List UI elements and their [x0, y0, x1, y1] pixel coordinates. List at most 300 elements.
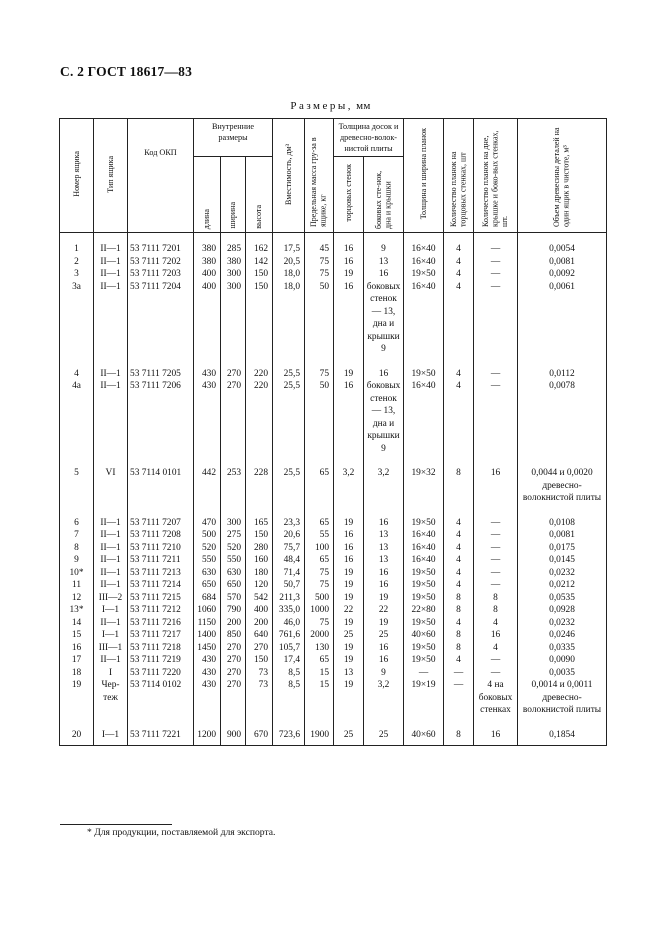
cell-cap: 18,0 [273, 281, 305, 356]
cell-h: 670 [246, 717, 273, 746]
table-row [60, 281, 607, 356]
cell-n: 7 [60, 529, 94, 542]
header-strip-size: Толщина и ширина планок [404, 119, 444, 233]
cell-qo: 16 [474, 629, 518, 642]
cell-l: 500 [194, 529, 221, 542]
cell-qe: 4 [444, 505, 474, 530]
cell-n: 16 [60, 642, 94, 655]
cell-qe: 8 [444, 717, 474, 746]
table-row [60, 642, 607, 655]
cell-qo: — [474, 268, 518, 281]
cell-l: 1450 [194, 642, 221, 655]
cell-w: 270 [221, 679, 246, 717]
cell-end: 19 [334, 617, 364, 630]
table-body [60, 233, 607, 746]
cell-vol: 0,0335 [518, 642, 607, 655]
cell-qe: 4 [444, 233, 474, 256]
cell-qe: 4 [444, 268, 474, 281]
cell-h: 73 [246, 679, 273, 717]
cell-vol: 0,0232 [518, 617, 607, 630]
cell-strip: 16×40 [404, 256, 444, 269]
table-row [60, 679, 607, 717]
cell-end: 19 [334, 592, 364, 605]
cell-type: II—1 [94, 529, 128, 542]
cell-vol: 0,0212 [518, 579, 607, 592]
cell-okp: 53 7111 7202 [128, 256, 194, 269]
cell-end: 16 [334, 281, 364, 356]
cell-strip: — [404, 667, 444, 680]
cell-h: 160 [246, 554, 273, 567]
cell-okp: 53 7111 7213 [128, 567, 194, 580]
cell-l: 380 [194, 233, 221, 256]
cell-w: 300 [221, 281, 246, 356]
cell-mass: 15 [305, 667, 334, 680]
cell-side: 19 [364, 617, 404, 630]
table-row [60, 505, 607, 530]
cell-mass: 75 [305, 256, 334, 269]
cell-mass: 50 [305, 281, 334, 356]
cell-qe: 4 [444, 567, 474, 580]
cell-okp: 53 7111 7221 [128, 717, 194, 746]
cell-side: 25 [364, 717, 404, 746]
cell-type: I [94, 667, 128, 680]
cell-mass: 55 [305, 529, 334, 542]
cell-qe: 4 [444, 654, 474, 667]
cell-side: 13 [364, 542, 404, 555]
cell-side: 16 [364, 654, 404, 667]
cell-cap: 20,5 [273, 256, 305, 269]
header-strips-end: Количество планок на торцовых стенках, шт [444, 119, 474, 233]
cell-qo: — [474, 529, 518, 542]
cell-mass: 75 [305, 567, 334, 580]
cell-mass: 2000 [305, 629, 334, 642]
cell-l: 430 [194, 679, 221, 717]
cell-h: 220 [246, 380, 273, 455]
cell-vol: 0,0175 [518, 542, 607, 555]
cell-h: 150 [246, 268, 273, 281]
header-max-mass: Предельная масса гру-за в ящике, кг [305, 119, 334, 233]
cell-qe: 4 [444, 256, 474, 269]
cell-side: 3,2 [364, 679, 404, 717]
cell-type: Чер-теж [94, 679, 128, 717]
cell-qe: 8 [444, 604, 474, 617]
cell-w: 285 [221, 233, 246, 256]
cell-okp: 53 7111 7203 [128, 268, 194, 281]
table-caption [0, 100, 661, 112]
cell-qe: — [444, 667, 474, 680]
cell-okp: 53 7111 7212 [128, 604, 194, 617]
cell-type: I—1 [94, 604, 128, 617]
cell-n: 14 [60, 617, 94, 630]
cell-qo: — [474, 233, 518, 256]
cell-n: 18 [60, 667, 94, 680]
header-height: высота [246, 157, 273, 233]
cell-strip: 19×50 [404, 654, 444, 667]
cell-type: II—1 [94, 542, 128, 555]
cell-l: 684 [194, 592, 221, 605]
table-row [60, 592, 607, 605]
cell-qe: 8 [444, 629, 474, 642]
cell-type: II—1 [94, 268, 128, 281]
cell-cap: 18,0 [273, 268, 305, 281]
cell-okp: 53 7111 7216 [128, 617, 194, 630]
cell-l: 1150 [194, 617, 221, 630]
cell-l: 380 [194, 256, 221, 269]
cell-h: 400 [246, 604, 273, 617]
cell-end: 19 [334, 579, 364, 592]
cell-okp: 53 7111 7219 [128, 654, 194, 667]
cell-okp: 53 7111 7206 [128, 380, 194, 455]
cell-cap: 723,6 [273, 717, 305, 746]
cell-cap: 48,4 [273, 554, 305, 567]
cell-qo: 4 на боковых стенках [474, 679, 518, 717]
table-row [60, 717, 607, 746]
cell-okp: 53 7111 7201 [128, 233, 194, 256]
cell-type: II—1 [94, 579, 128, 592]
cell-side: 16 [364, 579, 404, 592]
cell-qe: 8 [444, 592, 474, 605]
header-thickness: Толщина досок и древесно-волок-нистой плиты [334, 119, 404, 157]
cell-h: 640 [246, 629, 273, 642]
cell-strip: 19×50 [404, 567, 444, 580]
cell-h: 165 [246, 505, 273, 530]
cell-end: 3,2 [334, 455, 364, 505]
cell-strip: 19×19 [404, 679, 444, 717]
cell-vol: 0,0145 [518, 554, 607, 567]
cell-mass: 500 [305, 592, 334, 605]
cell-w: 270 [221, 654, 246, 667]
cell-cap: 25,5 [273, 356, 305, 381]
cell-w: 850 [221, 629, 246, 642]
table-row [60, 529, 607, 542]
cell-qo: 16 [474, 455, 518, 505]
cell-type: II—1 [94, 380, 128, 455]
cell-n: 5 [60, 455, 94, 505]
cell-mass: 1000 [305, 604, 334, 617]
cell-cap: 75,7 [273, 542, 305, 555]
cell-n: 19 [60, 679, 94, 717]
cell-l: 430 [194, 667, 221, 680]
cell-strip: 16×40 [404, 554, 444, 567]
cell-okp: 53 7111 7211 [128, 554, 194, 567]
cell-h: 150 [246, 654, 273, 667]
cell-vol: 0,0108 [518, 505, 607, 530]
cell-h: 270 [246, 642, 273, 655]
cell-qo: — [474, 256, 518, 269]
cell-cap: 25,5 [273, 380, 305, 455]
caption-text: Размеры, [290, 100, 354, 112]
cell-end: 16 [334, 529, 364, 542]
cell-n: 11 [60, 579, 94, 592]
table-row [60, 604, 607, 617]
cell-qo: — [474, 654, 518, 667]
cell-h: 142 [246, 256, 273, 269]
cell-mass: 65 [305, 505, 334, 530]
cell-okp: 53 7114 0101 [128, 455, 194, 505]
cell-okp: 53 7111 7207 [128, 505, 194, 530]
cell-end: 13 [334, 667, 364, 680]
cell-l: 442 [194, 455, 221, 505]
cell-n: 12 [60, 592, 94, 605]
table-row [60, 233, 607, 256]
cell-qe: 4 [444, 529, 474, 542]
cell-qo: — [474, 554, 518, 567]
cell-side: 25 [364, 629, 404, 642]
cell-okp: 53 7111 7214 [128, 579, 194, 592]
table-row [60, 554, 607, 567]
cell-end: 16 [334, 554, 364, 567]
cell-mass: 75 [305, 579, 334, 592]
cell-cap: 50,7 [273, 579, 305, 592]
table-row [60, 667, 607, 680]
cell-n: 4а [60, 380, 94, 455]
cell-vol: 0,0054 [518, 233, 607, 256]
cell-end: 25 [334, 717, 364, 746]
cell-n: 17 [60, 654, 94, 667]
cell-qe: 8 [444, 642, 474, 655]
cell-n: 10* [60, 567, 94, 580]
cell-vol: 0,0112 [518, 356, 607, 381]
cell-h: 180 [246, 567, 273, 580]
cell-okp: 53 7114 0102 [128, 679, 194, 717]
cell-w: 300 [221, 505, 246, 530]
cell-okp: 53 7111 7218 [128, 642, 194, 655]
cell-type: II—1 [94, 356, 128, 381]
cell-mass: 65 [305, 455, 334, 505]
cell-cap: 17,4 [273, 654, 305, 667]
cell-strip: 19×50 [404, 579, 444, 592]
cell-cap: 17,5 [273, 233, 305, 256]
cell-w: 630 [221, 567, 246, 580]
header-inner-dimensions: Внутренние размеры [194, 119, 273, 157]
cell-l: 400 [194, 268, 221, 281]
cell-cap: 25,5 [273, 455, 305, 505]
cell-strip: 16×40 [404, 542, 444, 555]
cell-side: 3,2 [364, 455, 404, 505]
cell-end: 22 [334, 604, 364, 617]
cell-qo: — [474, 567, 518, 580]
cell-l: 550 [194, 554, 221, 567]
cell-qo: — [474, 542, 518, 555]
page-header: С. 2 ГОСТ 18617—83 [60, 64, 193, 79]
cell-n: 2 [60, 256, 94, 269]
cell-type: I—1 [94, 629, 128, 642]
cell-end: 16 [334, 256, 364, 269]
cell-h: 150 [246, 529, 273, 542]
cell-vol: 0,0014 и 0,0011 древесно-волокнистой плиты [518, 679, 607, 717]
table-row [60, 629, 607, 642]
cell-strip: 16×40 [404, 380, 444, 455]
cell-l: 470 [194, 505, 221, 530]
cell-mass: 1900 [305, 717, 334, 746]
cell-cap: 23,3 [273, 505, 305, 530]
caption-unit: мм [353, 100, 371, 112]
cell-w: 270 [221, 667, 246, 680]
cell-qo: 8 [474, 592, 518, 605]
cell-end: 19 [334, 679, 364, 717]
cell-side: 16 [364, 356, 404, 381]
cell-type: II—1 [94, 567, 128, 580]
cell-vol: 0,0035 [518, 667, 607, 680]
cell-qe: 4 [444, 617, 474, 630]
cell-w: 380 [221, 256, 246, 269]
cell-h: 220 [246, 356, 273, 381]
cell-end: 19 [334, 567, 364, 580]
cell-type: I—1 [94, 717, 128, 746]
cell-qe: — [444, 679, 474, 717]
cell-cap: 105,7 [273, 642, 305, 655]
header-okp: Код ОКП [128, 119, 194, 233]
cell-okp: 53 7111 7217 [128, 629, 194, 642]
cell-type: II—1 [94, 281, 128, 356]
cell-strip: 16×40 [404, 281, 444, 356]
cell-w: 270 [221, 642, 246, 655]
cell-mass: 65 [305, 554, 334, 567]
cell-qe: 4 [444, 542, 474, 555]
cell-side: 22 [364, 604, 404, 617]
cell-cap: 211,3 [273, 592, 305, 605]
cell-okp: 53 7111 7205 [128, 356, 194, 381]
cell-n: 13* [60, 604, 94, 617]
cell-w: 200 [221, 617, 246, 630]
cell-n: 6 [60, 505, 94, 530]
cell-side: 19 [364, 592, 404, 605]
cell-strip: 16×40 [404, 233, 444, 256]
cell-strip: 19×50 [404, 592, 444, 605]
cell-mass: 45 [305, 233, 334, 256]
cell-side: 13 [364, 256, 404, 269]
cell-l: 1060 [194, 604, 221, 617]
cell-side: 16 [364, 268, 404, 281]
cell-strip: 19×50 [404, 642, 444, 655]
cell-w: 550 [221, 554, 246, 567]
cell-cap: 8,5 [273, 679, 305, 717]
table-row [60, 356, 607, 381]
cell-w: 790 [221, 604, 246, 617]
cell-type: III—1 [94, 642, 128, 655]
cell-qo: — [474, 281, 518, 356]
cell-end: 16 [334, 233, 364, 256]
cell-type: II—1 [94, 654, 128, 667]
table-row [60, 380, 607, 455]
cell-side: 9 [364, 667, 404, 680]
cell-vol: 0,0078 [518, 380, 607, 455]
cell-h: 228 [246, 455, 273, 505]
cell-end: 16 [334, 542, 364, 555]
cell-w: 253 [221, 455, 246, 505]
cell-l: 430 [194, 356, 221, 381]
cell-l: 1400 [194, 629, 221, 642]
header-number: Номер ящика [60, 119, 94, 233]
cell-l: 400 [194, 281, 221, 356]
cell-h: 120 [246, 579, 273, 592]
cell-strip: 19×50 [404, 268, 444, 281]
cell-mass: 130 [305, 642, 334, 655]
cell-qo: 8 [474, 604, 518, 617]
cell-qe: 4 [444, 554, 474, 567]
cell-h: 150 [246, 281, 273, 356]
cell-type: II—1 [94, 617, 128, 630]
cell-n: 8 [60, 542, 94, 555]
table-row [60, 579, 607, 592]
cell-l: 1200 [194, 717, 221, 746]
cell-end: 16 [334, 380, 364, 455]
cell-okp: 53 7111 7220 [128, 667, 194, 680]
cell-qe: 4 [444, 380, 474, 455]
cell-side: 13 [364, 554, 404, 567]
cell-mass: 75 [305, 356, 334, 381]
header-type: Тип ящика [94, 119, 128, 233]
table-row [60, 567, 607, 580]
cell-qo: 4 [474, 617, 518, 630]
cell-mass: 75 [305, 268, 334, 281]
cell-type: II—1 [94, 505, 128, 530]
cell-vol: 0,0044 и 0,0020 древесно-волокнистой плиты [518, 455, 607, 505]
cell-w: 275 [221, 529, 246, 542]
cell-cap: 761,6 [273, 629, 305, 642]
cell-side: 16 [364, 567, 404, 580]
cell-mass: 75 [305, 617, 334, 630]
cell-qo: — [474, 505, 518, 530]
cell-qo: 4 [474, 642, 518, 655]
cell-n: 20 [60, 717, 94, 746]
cell-cap: 335,0 [273, 604, 305, 617]
table-row [60, 268, 607, 281]
cell-h: 280 [246, 542, 273, 555]
cell-qe: 4 [444, 579, 474, 592]
cell-h: 73 [246, 667, 273, 680]
cell-side: 16 [364, 505, 404, 530]
cell-okp: 53 7111 7204 [128, 281, 194, 356]
header-strips-other: Количество планок на дне, крышке и боко-вых стенках, шт. [474, 119, 518, 233]
cell-vol: 0,1854 [518, 717, 607, 746]
cell-end: 19 [334, 268, 364, 281]
table-row [60, 256, 607, 269]
cell-vol: 0,0081 [518, 529, 607, 542]
cell-strip: 19×50 [404, 356, 444, 381]
cell-h: 542 [246, 592, 273, 605]
cell-vol: 0,0092 [518, 268, 607, 281]
cell-h: 200 [246, 617, 273, 630]
header-end-walls: торцовых стенок [334, 157, 364, 233]
header-width: ширина [221, 157, 246, 233]
cell-l: 520 [194, 542, 221, 555]
cell-side: боковых стенок— 13, дна и крышки 9 [364, 281, 404, 356]
cell-end: 19 [334, 356, 364, 381]
header-volume: Объем древесины деталей на один ящик в чистоте, м³ [518, 119, 607, 233]
cell-l: 630 [194, 567, 221, 580]
header-length: длина [194, 157, 221, 233]
cell-mass: 65 [305, 654, 334, 667]
cell-vol: 0,0061 [518, 281, 607, 356]
footnote: * Для продукции, поставляемой для экспорта. [87, 827, 276, 838]
cell-mass: 50 [305, 380, 334, 455]
cell-w: 900 [221, 717, 246, 746]
cell-qo: — [474, 356, 518, 381]
cell-w: 300 [221, 268, 246, 281]
cell-type: III—2 [94, 592, 128, 605]
cell-mass: 15 [305, 679, 334, 717]
cell-n: 1 [60, 233, 94, 256]
cell-cap: 8,5 [273, 667, 305, 680]
cell-w: 650 [221, 579, 246, 592]
cell-strip: 40×60 [404, 717, 444, 746]
cell-w: 270 [221, 380, 246, 455]
cell-okp: 53 7111 7210 [128, 542, 194, 555]
cell-side: 13 [364, 529, 404, 542]
cell-type: VI [94, 455, 128, 505]
cell-strip: 19×32 [404, 455, 444, 505]
